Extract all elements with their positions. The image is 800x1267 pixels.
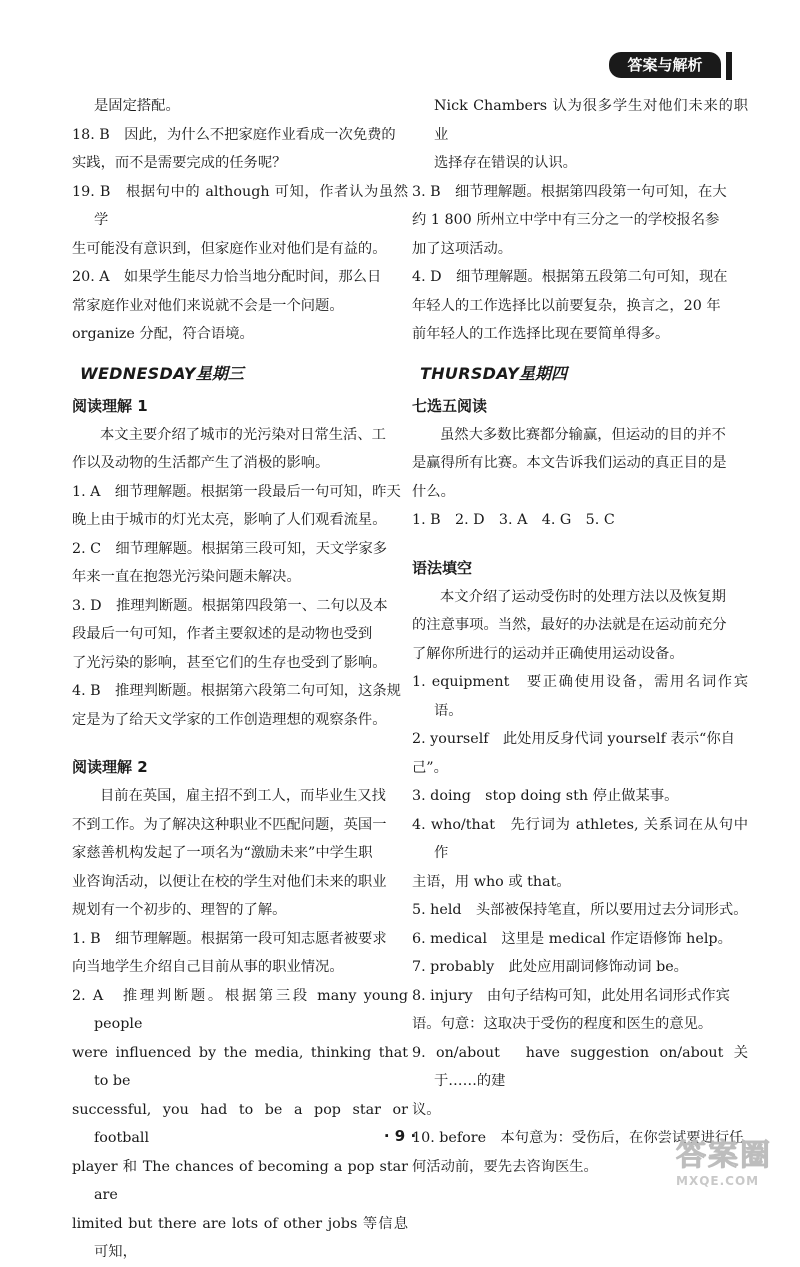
section-heading-seven-choose-five: 七选五阅读 (412, 396, 488, 415)
left-column (72, 92, 408, 1267)
reading-1-item-1: 1. A 细节理解题。根据第一段最后一句可知，昨天 晚上由于城市的灯光太亮，影响了人们观看流星。 (72, 483, 401, 528)
grammar-item-9: 9. on/about have suggestion on/about 关于……的建 议。 (412, 1044, 748, 1118)
reading-1-item-3: 3. D 推理判断题。根据第四段第一、二句以及本 段最后一句可知，作者主要叙述的是动物也受到 了光污染的影响，甚至它们的生存也受到了影响。 (72, 597, 388, 671)
reading-2-item-4: 4. D 细节理解题。根据第五段第二句可知，现在 年轻人的工作选择比以前要复杂，换言之，20 年 前年轻人的工作选择比现在要简单得多。 (412, 269, 728, 342)
grammar-item-1: 1. equipment 要正确使用设备，需用名词作宾语。 (412, 674, 748, 719)
section-tab: 答案与解析 (609, 52, 721, 78)
answer-item-18: 18. B 因此，为什么不把家庭作业看成一次免费的 实践，而不是需要完成的任务呢？ (72, 126, 396, 171)
grammar-item-3: 3. doing stop doing sth 停止做某事。 (412, 788, 679, 804)
day-banner-thursday: THURSDAY星期四 (412, 361, 583, 387)
grammar-item-6: 6. medical 这里是 medical 作定语修饰 help。 (412, 930, 732, 947)
section-heading-reading-2: 阅读理解 2 (72, 758, 148, 776)
section-heading-grammar-fill: 语法填空 (412, 558, 473, 577)
section-heading-reading-1: 阅读理解 1 (72, 396, 148, 415)
reading-2-item-3: 3. B 细节理解题。根据第四段第一句可知，在大 约 1 800 所州立中学中有三分之一的学校报名参 加了这项活动。 (412, 183, 727, 257)
right-column (412, 92, 748, 1181)
grammar-item-4: 4. who/that 先行词为 athletes, 关系词在从句中作 主语，用 who 或 that。 (412, 816, 748, 890)
reading-2-item-1: 1. B 细节理解题。根据第一段可知志愿者被要求 向当地学生介绍自己目前从事的职业情况。 (72, 930, 387, 975)
day-banner-wednesday: WEDNESDAY星期三 (72, 361, 260, 387)
seven-choose-five-intro: 虽然大多数比赛都分输赢，但运动的目的并不 是赢得所有比赛。本文告诉我们运动的真正目的是 什么。 (412, 426, 727, 500)
reading-1-item-4: 4. B 推理判断题。根据第六段第二句可知，这条规 定是为了给天文学家的工作创造理想的观察条件。 (72, 683, 401, 728)
grammar-item-5: 5. held 头部被保持笔直，所以要用过去分词形式。 (412, 902, 748, 918)
page-number: · 9 · (383, 1127, 417, 1145)
watermark-text: 答案圈 (676, 1138, 772, 1173)
seven-choose-five-answers: 1. B 2. D 3. A 4. G 5. C (412, 512, 615, 528)
section-tab-bar (726, 52, 732, 80)
reading-1-item-2: 2. C 细节理解题。根据第三段可知，天文学家多 年来一直在抱怨光污染问题未解决。 (72, 540, 388, 585)
answer-item-20: 20. A 如果学生能尽力恰当地分配时间，那么日 常家庭作业对他们来说就不会是一个问题。 organize 分配，符合语境。 (72, 269, 382, 342)
continued-line: 是固定搭配。 (94, 98, 180, 114)
reading-2-intro: 目前在英国，雇主招不到工人，而毕业生又找 不到工作。为了解决这种职业不匹配问题，英国一 家慈善机构发起了一项名为“激励未来”中学生职 业咨询活动，以便让在校的学生对他们未来的职业 规划有一个初步的、理智的了解。 (72, 788, 387, 918)
grammar-fill-intro: 本文介绍了运动受伤时的处理方法以及恢复期 的注意事项。当然，最好的办法就是在运动前充分 了解你所进行的运动并正确使用运动设备。 (412, 588, 727, 662)
reading-2-item-2: 2. A 推理判断题。根据第三段 many young people were influenced by the media, thinking that to be successful, you had to be a pop star or football player 和 The chances of becoming a pop star are limited but there are lots of other jobs 等信息可知， (72, 987, 408, 1260)
answer-list-top (72, 121, 408, 349)
grammar-item-10: 10. before 本句意为：受伤后，在你尝试要进行任 何活动前，要先去咨询医生。 (412, 1130, 744, 1175)
grammar-item-8: 8. injury 由句子结构可知，此处用名词形式作宾 语。句意：这取决于受伤的程度和医生的意见。 (412, 987, 730, 1032)
watermark-logo (676, 1138, 794, 1194)
grammar-item-7: 7. probably 此处应用副词修饰动词 be。 (412, 959, 688, 975)
grammar-item-2: 2. yourself 此处用反身代词 yourself 表示“你自 己”。 (412, 731, 735, 776)
reading-1-intro: 本文主要介绍了城市的光污染对日常生活、工 作以及动物的生活都产生了消极的影响。 (72, 426, 386, 471)
watermark-url: MXQE.COM (676, 1174, 760, 1188)
continued-lines: Nick Chambers 认为很多学生对他们未来的职业 选择存在错误的认识。 (434, 98, 748, 171)
answer-item-19: 19. B 根据句中的 although 可知，作者认为虽然学 生可能没有意识到，但家庭作业对他们是有益的。 (72, 183, 408, 257)
